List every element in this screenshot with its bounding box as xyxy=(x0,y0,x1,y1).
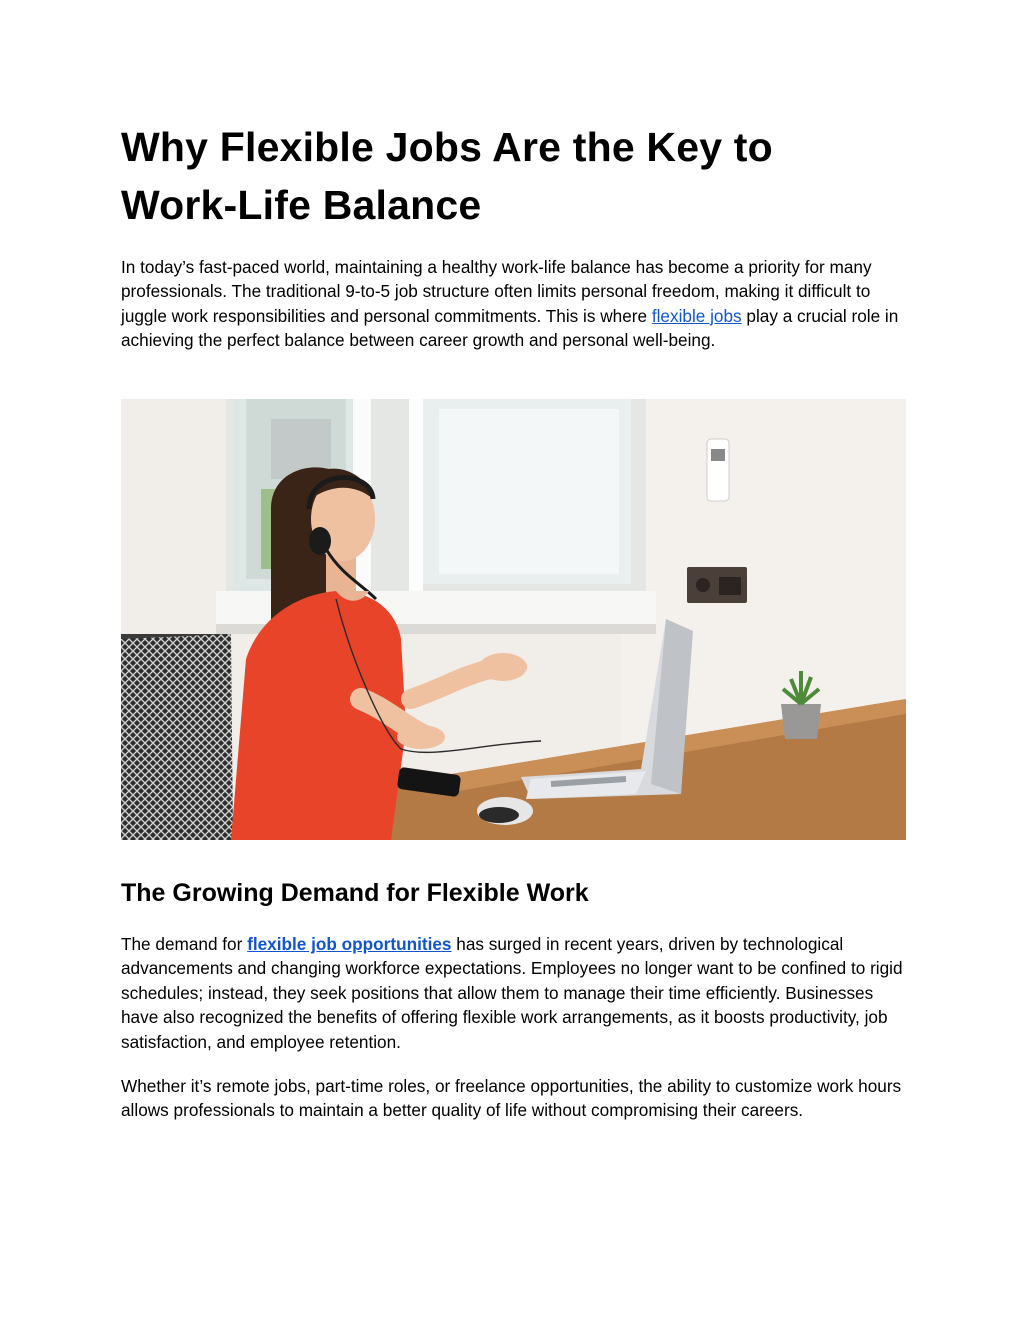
page-title: Why Flexible Jobs Are the Key to Work-Life Balance xyxy=(121,124,773,228)
flexible-jobs-link[interactable]: flexible jobs xyxy=(651,305,742,326)
section-heading: The Growing Demand for Flexible Work xyxy=(121,879,589,907)
flexible-job-opportunities-link[interactable]: flexible job opportunities xyxy=(247,934,452,954)
demand-paragraph: The demand for flexible job opportunities has surged in recent years, driven by technological advancements and changing workforce expectations. Employees no longer want to be confined to rigid schedules; instead, they seek positions that allow them to manage their time efficiently. Businesses have also recognized the benefits of offering flexible work arrangements, as it boosts productivity, job satisfaction, and employee retention. xyxy=(121,934,903,1052)
remote-jobs-paragraph: Whether it’s remote jobs, part-time roles, or freelance opportunities, the ability to customize work hours allows professionals to maintain a better quality of life without compromising their careers. xyxy=(121,1076,902,1121)
woman-headset-laptop-illustration xyxy=(121,399,906,840)
intro-paragraph: In today’s fast-paced world, maintaining a healthy work-life balance has become a priority for many professionals. The traditional 9-to-5 job structure often limits personal freedom, making it difficult to juggle work responsibilities and personal commitments. This is where flexible jobs play a crucial role in achieving the perfect balance between career growth and personal well-being. xyxy=(121,257,899,351)
article-photo xyxy=(121,399,906,840)
